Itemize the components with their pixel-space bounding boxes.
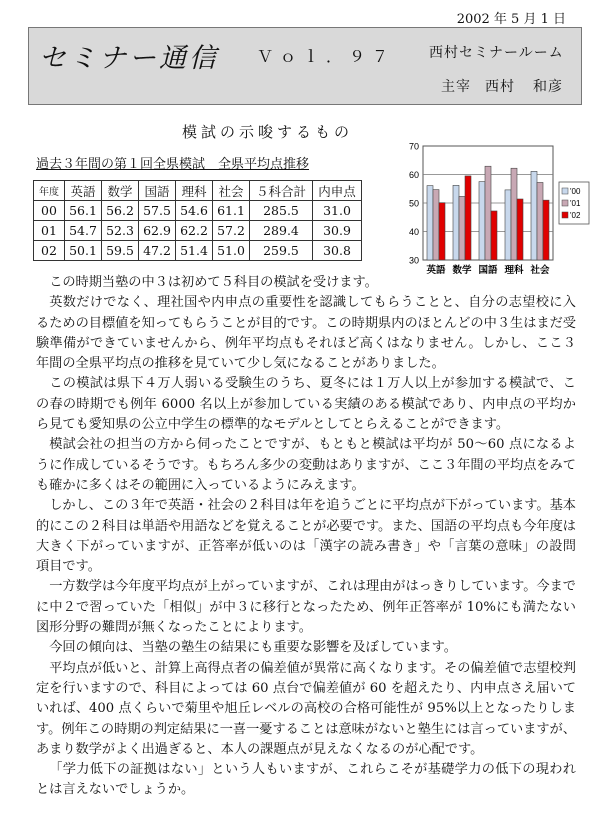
table-row <box>34 221 362 241</box>
col-header-math: 数学 <box>102 181 139 201</box>
table-cell: 54.6 <box>176 201 213 221</box>
table-cell: 30.8 <box>313 241 362 261</box>
scores-table <box>33 180 362 261</box>
table-cell: 52.3 <box>102 221 139 241</box>
section-title: 模試の示唆するもの <box>182 123 354 141</box>
col-header-science: 理科 <box>176 181 213 201</box>
y-tick-label: 50 <box>408 198 419 209</box>
table-cell: 31.0 <box>313 201 362 221</box>
table-cell: 62.2 <box>176 221 213 241</box>
article-paragraph: 一方数学は今年度平均点が上がっていますが、これは理由がはっきりしています。今までに中２で習っていた「相似」が中３に移行となったため、例年正答率が 10%にも満たない図形分野の難問が無くなったことによります。 <box>36 579 576 636</box>
table-cell: 56.2 <box>102 201 139 221</box>
col-header-year: 年度 <box>34 181 65 201</box>
col-header-total: ５科合計 <box>250 181 313 201</box>
table-row <box>34 201 362 221</box>
legend-swatch <box>562 188 568 194</box>
y-tick-label: 30 <box>408 255 419 266</box>
table-cell: 47.2 <box>139 241 176 261</box>
legend-swatch <box>562 200 568 206</box>
table-cell: 289.4 <box>250 221 313 241</box>
legend-label: '01 <box>570 199 581 208</box>
x-tick-label: 英語 <box>426 265 446 276</box>
table-cell: 54.7 <box>65 221 102 241</box>
article-paragraph: この模試は県下４万人弱いる受験生のうち、夏冬には１万人以上が参加する模試で、この春の時期でも例年 6000 名以上が参加している実績のある模試であり、内申点の平均から見ても愛知県の公立中学生の標準的なモデルとしてとらえることができます。 <box>36 376 576 433</box>
y-tick-label: 40 <box>408 227 419 237</box>
newsletter-title: セミナー通信 <box>39 43 219 74</box>
x-tick-label: 国語 <box>478 265 498 276</box>
author-family-name: 西村 <box>485 79 515 95</box>
table-cell: 01 <box>34 221 65 241</box>
table-header-row <box>34 181 362 201</box>
author-given-name: 和彦 <box>533 79 563 95</box>
chart-bar <box>459 196 465 260</box>
article-paragraph: 「学力低下の証拠はない」という人もいますが、これらこそが基礎学力の低下の現われとは言えないでしょうか。 <box>36 762 576 798</box>
chart-bar <box>433 190 439 260</box>
table-cell: 51.0 <box>213 241 250 261</box>
chart-bar <box>531 171 537 260</box>
x-tick-label: 理科 <box>504 265 524 276</box>
table-cell: 61.1 <box>213 201 250 221</box>
newsletter-header <box>28 27 582 105</box>
chart-bar <box>537 182 543 260</box>
table-cell: 57.5 <box>139 201 176 221</box>
table-cell: 30.9 <box>313 221 362 241</box>
chart-bar <box>479 182 485 260</box>
author-line <box>441 76 563 96</box>
table-cell: 00 <box>34 201 65 221</box>
table-cell: 59.5 <box>102 241 139 261</box>
table-cell: 51.4 <box>176 241 213 261</box>
col-header-japanese: 国語 <box>139 181 176 201</box>
chart-bar <box>543 200 549 260</box>
chart-bar <box>485 166 491 260</box>
chart-bar <box>505 190 511 260</box>
col-header-english: 英語 <box>65 181 102 201</box>
legend-swatch <box>562 212 568 218</box>
chart-bar <box>511 168 517 260</box>
article-paragraph: 平均点が低いと、計算上高得点者の偏差値が異常に高くなります。その偏差値で志望校判定を行いますので、科目によっては 60 点台で偏差値が 60 を超えたり、内申点さえ届いていれば、400 点くらいで菊里や旭丘レベルの高校の合格可能性が 95%以上となったりします。例年この時期の判定結果に一喜一憂することは意味がないと塾生には言っていますが、あまり数学がよく出過ぎると、本人の課題点が見えなくなるのが心配です。 <box>36 660 576 757</box>
legend-label: '00 <box>570 187 581 196</box>
article-paragraph: 今回の傾向は、当塾の塾生の結果にも重要な影響を及ぼしています。 <box>49 640 457 656</box>
table-cell: 50.1 <box>65 241 102 261</box>
chart-bar <box>465 176 471 260</box>
table-cell: 285.5 <box>250 201 313 221</box>
table-row <box>34 241 362 261</box>
y-tick-label: 60 <box>408 170 419 180</box>
col-header-social: 社会 <box>213 181 250 201</box>
chart-bar <box>427 186 433 260</box>
issue-date: 2002 年 5 月 1 日 <box>456 12 566 27</box>
article-paragraph: この時期当塾の中３は初めて５科目の模試を受けます。 <box>49 275 378 290</box>
table-cell: 02 <box>34 241 65 261</box>
article-paragraph: しかし、この３年で英語・社会の２科目は年を追うごとに平均点が下がっています。基本的にこの２科目は単語や用語などを覚えることが必要です。また、国語の平均点も今年度は大きく下がっていますが、正答率が低いのは「漢字の読み書き」や「言葉の意味」の設問項目です。 <box>36 498 576 575</box>
chart-bar <box>517 199 523 260</box>
y-tick-label: 70 <box>408 141 419 152</box>
table-cell: 57.2 <box>213 221 250 241</box>
chart-bar <box>453 185 459 260</box>
article-body <box>36 273 576 801</box>
article-paragraph: 模試会社の担当の方から伺ったことですが、もともと模試は平均が 50〜60 点になるように作成しているそうです。もちろん多少の変動はありますが、ここ３年間の平均点をみても確かに多くはその範囲に入っているようにみえます。 <box>36 437 576 493</box>
x-tick-label: 社会 <box>530 265 550 276</box>
score-bar-chart <box>395 138 595 286</box>
legend-label: '02 <box>570 211 581 220</box>
x-tick-label: 数学 <box>452 265 472 276</box>
table-cell: 62.9 <box>139 221 176 241</box>
table-cell: 259.5 <box>250 241 313 261</box>
chart-bar <box>491 211 497 260</box>
col-header-naishin: 内申点 <box>313 181 362 201</box>
table-cell: 56.1 <box>65 201 102 221</box>
table-caption: 過去３年間の第１回全県模試 全県平均点推移 <box>36 157 310 172</box>
article-paragraph: 英数だけでなく、理社国や内申点の重要性を認識してもらうことと、自分の志望校に入るための目標値を知ってもらうことが目的です。この時期県内のほとんどの中３生はまだ受験準備ができていませんから、例年平均点もそれほど高くはなりません。しかし、ここ３年間の全県平均点の推移を見ていて少し気になることがありました。 <box>36 295 576 372</box>
chart-bar <box>439 203 445 260</box>
volume-number: Ｖｏｌ．９７ <box>257 49 396 66</box>
author-role: 主宰 <box>441 79 471 95</box>
organization-name: 西村セミナールーム <box>429 45 564 61</box>
